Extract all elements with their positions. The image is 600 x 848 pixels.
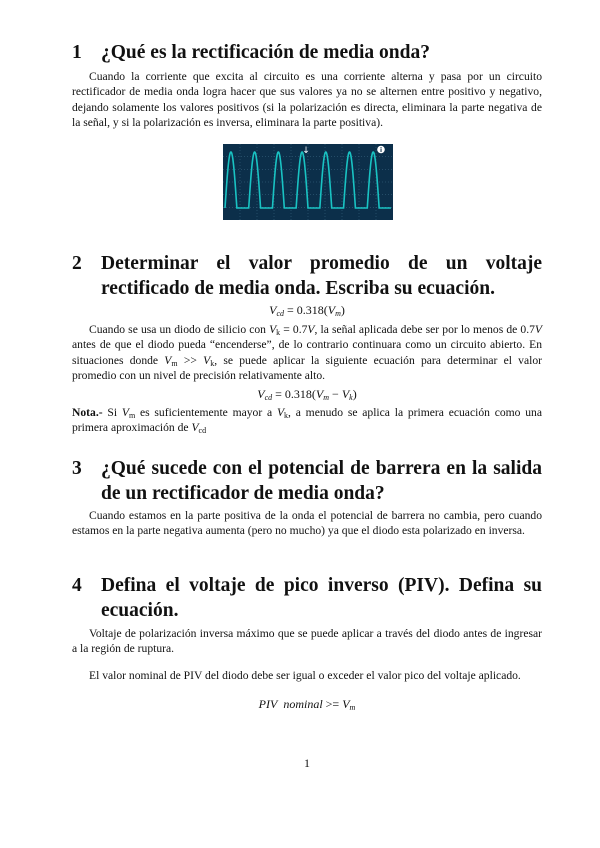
text-run: Cuando se usa un diodo de silicio con	[89, 323, 270, 336]
section-3-heading	[72, 456, 542, 506]
eq-var: PIV	[258, 697, 278, 711]
section-2-paragraph	[72, 322, 542, 384]
eq-text: )	[340, 303, 345, 317]
note-label: Nota.-	[72, 406, 103, 419]
section-4-paragraph-2: El valor nominal de PIV del diodo debe ser igual o exceder el valor pico del voltaje aplicado.	[89, 669, 521, 682]
eq-sub: k	[349, 393, 353, 402]
section-title: Defina el voltaje de pico inverso (PIV). Defina su ecuación.	[101, 575, 542, 621]
eq-text: )	[352, 387, 357, 401]
eq-var: V	[257, 387, 265, 401]
section-number: 4	[72, 575, 82, 596]
eq-sub: m	[349, 703, 356, 712]
oscilloscope-figure	[223, 144, 393, 220]
section-number: 2	[72, 253, 82, 274]
text-run: , a menudo se aplica la primera ecuación como una primera aproximación de	[72, 406, 542, 435]
math-sub: m	[171, 358, 178, 368]
eq-sub: cd	[276, 309, 284, 318]
eq-var: V	[342, 697, 350, 711]
equation-average-voltage-precise	[72, 387, 542, 402]
eq-text: −	[329, 387, 342, 401]
section-3-paragraph: Cuando estamos en la parte positiva de la onda el potencial de barrera no cambia, pero cuando estamos en la parte negativa aumenta (pero no mucho) ya que el diodo esta polarizado en inversa.	[72, 509, 542, 538]
text-run: >>	[177, 353, 204, 367]
eq-var: V	[327, 303, 336, 317]
math-var: V	[121, 406, 129, 419]
page-number: 1	[304, 756, 310, 770]
eq-var: V	[315, 387, 324, 401]
text-run: es suficientemente mayor a	[135, 406, 277, 419]
section-title: ¿Qué sucede con el potencial de barrera en la salida de un rectificador de media onda?	[101, 458, 542, 504]
eq-var: V	[269, 303, 277, 317]
eq-sub: cd	[264, 393, 273, 402]
eq-text: = 0.318(	[284, 303, 328, 317]
section-number: 1	[72, 42, 82, 63]
eq-sub: m	[335, 309, 341, 318]
eq-text: >=	[322, 697, 343, 711]
info-marker: i	[379, 147, 383, 155]
equation-piv	[72, 697, 542, 712]
eq-sub: m	[323, 393, 330, 402]
math-var: V	[534, 323, 542, 336]
section-1-heading	[72, 40, 542, 65]
math-var: V	[191, 421, 199, 435]
section-2-note	[72, 405, 542, 436]
equation-average-voltage	[72, 303, 542, 318]
eq-var: V	[341, 387, 350, 401]
section-4-heading	[72, 573, 542, 623]
section-4-paragraph-1: Voltaje de polarización inversa máximo que se puede aplicar a través del diodo antes de ingresar a la región de ruptura.	[72, 627, 542, 656]
math-sub: k	[276, 328, 281, 337]
trigger-marker-icon: ↓	[302, 146, 310, 156]
math-var: V	[164, 353, 172, 367]
section-1-paragraph: Cuando la corriente que excita al circuito es una corriente alterna y pasa por un circuito rectificador de media onda logra hacer que sus valores ya no se alternen entre positivo y negativo, dejando solamente los valores positivos (si la polarización es directa, eliminara la parte negativa de la señal, y si la polarización es inversa, eliminara la parte positiva).	[72, 70, 542, 130]
section-title: Determinar el valor promedio de un voltaje rectificado de media onda. Escriba su ecuación.	[101, 253, 542, 299]
text-run: , se puede aplicar la siguiente ecuación para determinar el valor promedio con un nivel de precisión relativamente alto.	[72, 353, 543, 383]
section-title: ¿Qué es la rectificación de media onda?	[101, 42, 430, 63]
math-var: V	[269, 323, 277, 336]
math-sub: k	[284, 411, 289, 420]
math-sub: k	[210, 358, 215, 368]
math-var: V	[307, 323, 315, 336]
math-sub: cd	[198, 426, 207, 436]
math-var: V	[276, 406, 285, 419]
eq-var: nominal	[283, 697, 323, 711]
section-number: 3	[72, 458, 82, 479]
text-run: , la señal aplicada debe ser por lo menos de 0.7	[314, 323, 535, 336]
text-run: antes de que el diodo pueda “encenderse”, de lo contrario continuara como un circuito abierto. En situaciones donde	[72, 338, 542, 367]
text-run: Si	[102, 406, 122, 419]
section-2-heading	[72, 251, 542, 301]
math-sub: m	[128, 411, 136, 420]
math-var: V	[203, 353, 211, 367]
eq-text: = 0.318(	[272, 387, 316, 401]
text-run: = 0.7	[280, 323, 308, 336]
